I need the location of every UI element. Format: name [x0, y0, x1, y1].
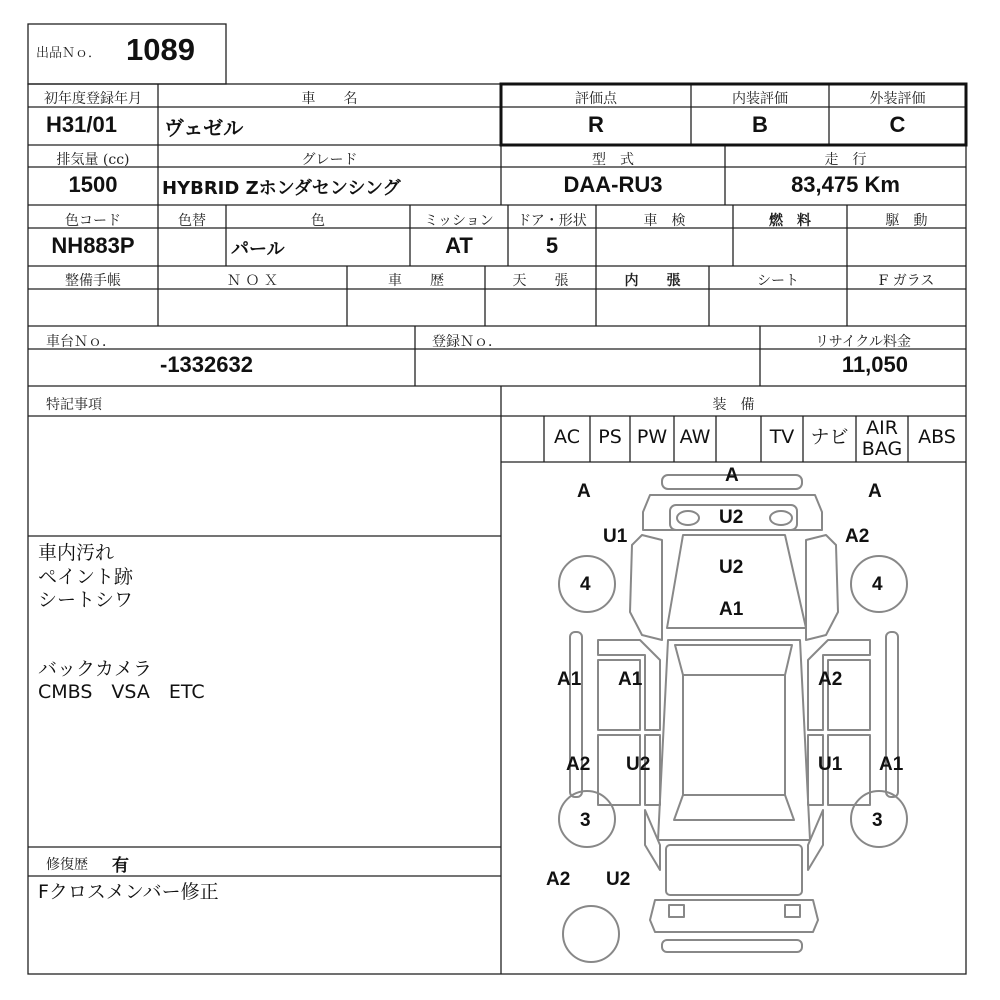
seat-label: シート: [757, 273, 799, 289]
damage-mark-right-rear-wheel: 3: [872, 810, 883, 831]
grade-label: グレード: [301, 152, 358, 168]
vehicle-history-label: 車 歴: [388, 273, 444, 289]
damage-mark-left-rear-corner: A2: [546, 869, 571, 890]
equipment-ps: PS: [598, 426, 622, 448]
color-label: 色: [311, 213, 325, 229]
repair-detail: Fクロスメンバー修正: [38, 881, 219, 903]
car-name-value: ヴェゼル: [164, 116, 244, 140]
damage-mark-rear-quarter: U2: [606, 869, 631, 890]
damage-mark-right-sill-rear: A1: [879, 754, 904, 775]
damage-mark-left-rear-wheel: 3: [580, 810, 591, 831]
color-value: パール: [231, 239, 285, 260]
equipment-aw: AW: [679, 426, 711, 448]
grade-value: HYBRID Zホンダセンシング: [162, 178, 401, 199]
repaint-label: 色替: [178, 213, 206, 229]
special-notes-label: 特記事項: [46, 397, 102, 413]
damage-mark-right-fender: A2: [845, 526, 870, 547]
damage-mark-left-front-wheel: 4: [580, 574, 591, 595]
damage-mark-right-front-door: A2: [818, 669, 843, 690]
exterior-rating-label: 外装評価: [869, 91, 926, 107]
equipment-airbag-top: AIR: [866, 417, 898, 439]
damage-mark-hood-upper: U2: [719, 557, 744, 578]
note-line: シートシワ: [38, 589, 134, 611]
color-code-value: NH883P: [51, 233, 135, 258]
mission-label: ミッション: [424, 213, 494, 229]
mileage-label: 走 行: [824, 152, 867, 168]
recycle-fee-value: 11,050: [841, 352, 908, 377]
registration-number-label: 登録Ｎｏ．: [432, 334, 502, 350]
maintenance-record-label: 整備手帳: [65, 273, 121, 289]
mission-value: AT: [445, 233, 473, 258]
note-line: ペイント跡: [38, 566, 134, 588]
exterior-rating-value: C: [889, 112, 906, 137]
score-value: R: [588, 112, 604, 137]
damage-mark-right-front-wheel: 4: [872, 574, 883, 595]
damage-mark-front-bumper: A: [725, 465, 739, 486]
interior-lining-label: 内 張: [624, 273, 681, 289]
recycle-fee-label: リサイクル料金: [814, 334, 912, 350]
lot-number-label: 出品Ｎｏ．: [36, 46, 102, 61]
displacement-value: 1500: [68, 172, 118, 197]
door-value: 5: [545, 233, 559, 258]
equipment-ac: AC: [554, 426, 580, 448]
chassis-number-value: -1332632: [160, 352, 253, 377]
damage-mark-left-fender: U1: [603, 526, 628, 547]
model-label: 型 式: [592, 152, 634, 168]
fuel-label: 燃 料: [769, 213, 811, 229]
equipment-label: 装 備: [712, 397, 755, 413]
damage-mark-right-rear-door: U1: [818, 754, 843, 775]
equipment-airbag-bottom: BAG: [861, 438, 903, 460]
note-line: バックカメラ: [38, 658, 153, 680]
car-name-label: 車 名: [301, 91, 358, 107]
damage-mark-hood-lower: A1: [719, 599, 744, 620]
damage-mark-left-sill-front: A1: [557, 669, 582, 690]
nox-label: Ｎ Ｏ Ｘ: [227, 273, 278, 289]
lot-number-value: 1089: [126, 32, 195, 67]
damage-mark-left-sill-rear: A2: [566, 754, 591, 775]
equipment-tv: TV: [769, 426, 795, 448]
note-line: 車内汚れ: [38, 542, 115, 564]
displacement-label: 排気量 (cc): [56, 152, 130, 168]
score-label: 評価点: [575, 91, 617, 107]
drive-label: 駆 動: [885, 213, 928, 229]
note-line: CMBS VSA ETC: [38, 681, 205, 703]
repair-history-value: 有: [112, 856, 129, 876]
interior-rating-value: B: [752, 112, 768, 137]
first-registration-label: 初年度登録年月: [44, 91, 142, 107]
inspection-label: 車 検: [643, 213, 686, 229]
door-label: ドア・形状: [517, 213, 587, 229]
first-registration-value: H31/01: [46, 112, 117, 137]
front-glass-label: F ガラス: [878, 273, 935, 289]
equipment-pw: PW: [636, 426, 668, 448]
damage-mark-left-rear-door: U2: [626, 754, 651, 775]
damage-mark-grille: U2: [719, 507, 744, 528]
interior-rating-label: 内装評価: [732, 91, 788, 107]
model-value: DAA-RU3: [563, 172, 663, 197]
equipment-navi: ナビ: [810, 426, 849, 448]
roof-lining-label: 天 張: [512, 273, 569, 289]
damage-mark-left-front-corner: A: [577, 481, 591, 502]
damage-mark-left-front-door: A1: [618, 669, 643, 690]
chassis-number-label: 車台Ｎｏ．: [46, 334, 116, 350]
color-code-label: 色コード: [65, 213, 121, 229]
damage-mark-right-front-corner: A: [868, 481, 882, 502]
equipment-abs: ABS: [918, 426, 956, 448]
mileage-value: 83,475 Km: [791, 172, 900, 197]
repair-history-label: 修復歴: [46, 857, 88, 873]
